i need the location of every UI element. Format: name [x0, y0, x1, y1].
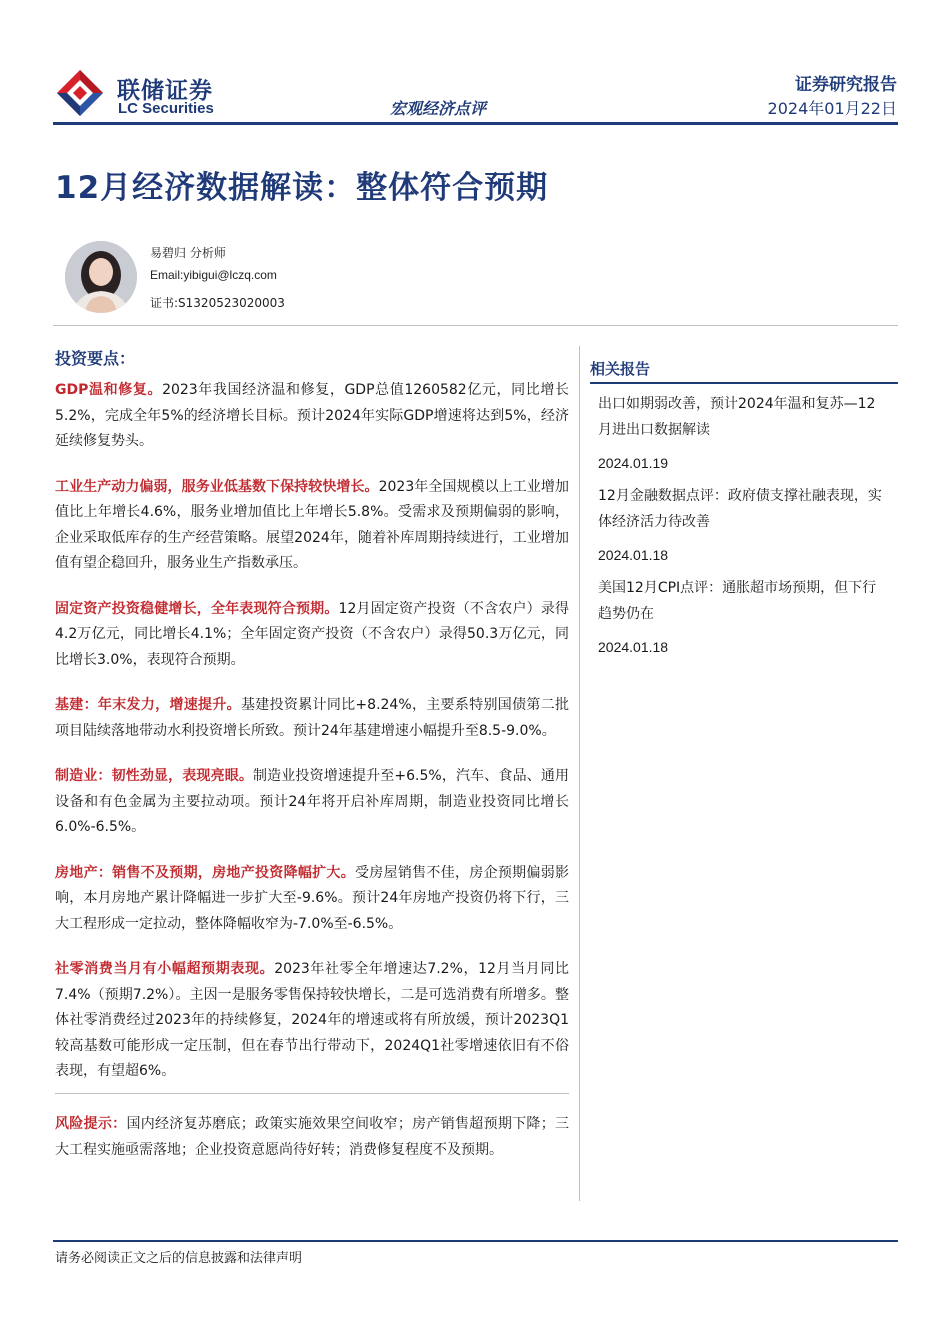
risk-lead: 风险提示：	[55, 1116, 127, 1132]
analyst-avatar	[65, 241, 137, 313]
key-point-lead: 基建：年末发力，增速提升。	[55, 697, 241, 713]
section-heading: 投资要点：	[55, 349, 136, 368]
key-point-text: 基建投资累计同比+8.24%，主要系特别国债第二批项目陆续落地带动水利投资增长所致。预计24年基建增速小幅提升至8.5-9.0%。	[55, 697, 569, 739]
key-point-paragraph	[55, 957, 569, 1085]
key-point-lead: 社零消费当月有小幅超预期表现。	[55, 961, 275, 977]
key-point-text: 2023年我国经济温和修复，GDP总值1260582亿元，同比增长5.2%，完成全年5%的经济增长目标。预计2024年实际GDP增速将达到5%，经济延续修复势头。	[55, 382, 569, 449]
related-reports-list	[598, 392, 888, 668]
related-reports-title: 相关报告	[590, 360, 651, 378]
page-title: 12月经济数据解读：整体符合预期	[55, 170, 549, 206]
related-report-link[interactable]: 出口如期弱改善，预计2024年温和复苏—12月进出口数据解读	[598, 396, 876, 438]
logo-text-en: LC Securities	[118, 100, 214, 117]
sidebar-divider	[579, 346, 580, 1201]
related-reports-rule	[590, 382, 898, 384]
footer-divider	[53, 1240, 898, 1242]
related-report-date: 2024.01.18	[598, 547, 669, 563]
report-date: 2024年01月22日	[767, 99, 897, 118]
key-point-paragraph	[55, 378, 569, 455]
header-divider	[53, 122, 898, 125]
analyst-email[interactable]: Email:yibigui@lczq.com	[150, 268, 277, 282]
key-point-lead: 工业生产动力偏弱，服务业低基数下保持较快增长。	[55, 478, 379, 495]
key-point-text: 2023年全国规模以上工业增加值比上年增长4.6%，服务业增加值比上年增长5.8%。受需求及预期偏弱的影响，企业采取低库存的生产经营策略。展望2024年，随着补库周期持续进行，工业增加值有望企稳回升，服务业生产指数承压。	[55, 478, 570, 571]
footer-disclaimer: 请务必阅读正文之后的信息披露和法律声明	[55, 1251, 303, 1266]
person-icon	[65, 241, 137, 313]
related-report-link[interactable]: 12月金融数据点评：政府债支撑社融表现，实体经济活力待改善	[598, 488, 882, 530]
report-type: 证券研究报告	[795, 75, 897, 95]
key-point-paragraph	[55, 693, 569, 744]
key-point-text: 制造业投资增速提升至+6.5%，汽车、食品、通用设备和有色金属为主要拉动项。预计24年将开启补库周期，制造业投资同比增长6.0%-6.5%。	[55, 768, 570, 835]
risk-divider	[55, 1093, 569, 1094]
key-point-paragraph	[55, 597, 569, 674]
risk-warning	[55, 1112, 569, 1163]
analyst-divider	[53, 325, 898, 326]
related-report-date: 2024.01.18	[598, 639, 669, 655]
key-point-paragraph	[55, 764, 569, 841]
key-point-lead: GDP温和修复。	[55, 382, 163, 398]
key-point-lead: 固定资产投资稳健增长，全年表现符合预期。	[55, 600, 339, 617]
risk-text: 国内经济复苏磨底；政策实施效果空间收窄；房产销售超预期下降；三大工程实施亟需落地；企业投资意愿尚待好转；消费修复程度不及预期。	[55, 1116, 570, 1158]
key-point-text: 12月固定资产投资（不含农户）录得4.2万亿元，同比增长4.1%；全年固定资产投资（不含农户）录得50.3万亿元，同比增长3.0%，表现符合预期。	[55, 600, 569, 668]
related-report-date: 2024.01.19	[598, 455, 669, 471]
key-point-paragraph	[55, 475, 569, 577]
related-report-link[interactable]: 美国12月CPI点评：通胀超市场预期，但下行趋势仍在	[598, 580, 877, 622]
report-category: 宏观经济点评	[390, 99, 487, 118]
key-point-lead: 房地产：销售不及预期，房地产投资降幅扩大。	[55, 864, 355, 881]
key-point-text: 2023年社零全年增速达7.2%，12月当月同比7.4%（预期7.2%）。主因一是服务零售保持较快增长，二是可选消费有所增多。整体社零消费经过2023年的持续修复，2024年的增速或将有所放缓，预计2023Q1较高基数可能形成一定压制，但在春节出行带动下，2024Q1社零增速依旧有不俗表现，有望超6%。	[55, 961, 569, 1079]
key-point-text: 受房屋销售不佳，房企预期偏弱影响，本月房地产累计降幅进一步扩大至-9.6%。预计24年房地产投资仍将下行，三大工程形成一定拉动，整体降幅收窄为-7.0%至-6.5%。	[55, 864, 569, 932]
key-points	[55, 378, 569, 1105]
analyst-certificate: 证书:S1320523020003	[150, 296, 285, 310]
company-logo-icon	[55, 68, 105, 118]
analyst-name: 易碧归 分析师	[150, 246, 226, 260]
logo-text-cn: 联储证券	[117, 78, 213, 104]
key-point-lead: 制造业：韧性劲显，表现亮眼。	[55, 768, 253, 784]
key-point-paragraph	[55, 861, 569, 938]
